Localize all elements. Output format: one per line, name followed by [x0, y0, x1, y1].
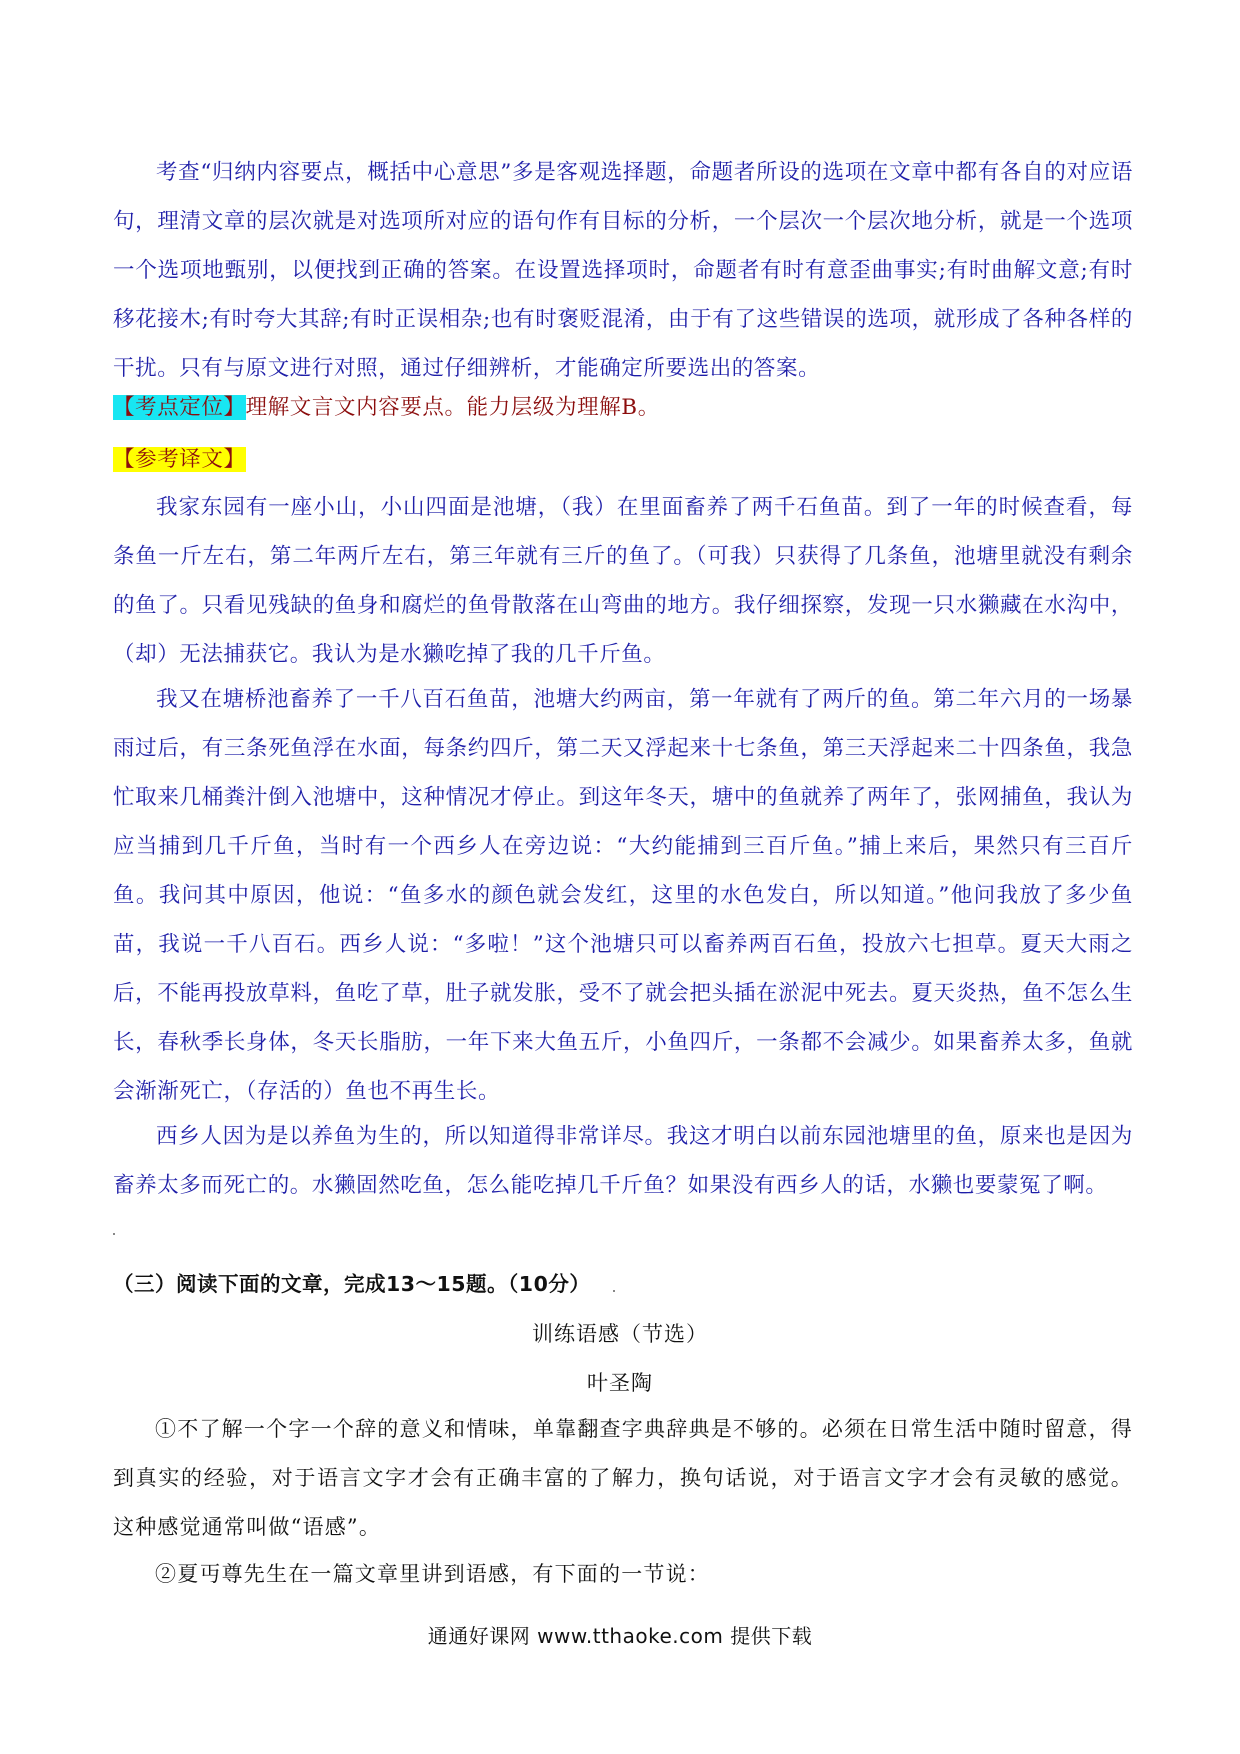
article-title: 训练语感（节选） [532, 1322, 708, 1346]
translation-paragraph-1: 我家东园有一座小山，小山四面是池塘，（我）在里面畜养了两千石鱼苗。到了一年的时候查看，每条鱼一斤左右，第二年两斤左右，第三年就有三斤的鱼了。（可我）只获得了几条鱼，池塘里就没有剩余的鱼了。只看见残缺的鱼身和腐烂的鱼骨散落在山弯曲的地方。我仔细探察，发现一只水獭藏在水沟中，（却）无法捕获它。我认为是水獭吃掉了我的几千斤鱼。 [113, 495, 1133, 667]
section-heading: （三）阅读下面的文章，完成13～15题。（10分） [113, 1272, 591, 1296]
article-paragraph-2: ②夏丏尊先生在一篇文章里讲到语感，有下面的一节说： [155, 1562, 710, 1586]
exam-point-section [113, 393, 1133, 423]
article-body [113, 1405, 1133, 1599]
translation-paragraph-3: 西乡人因为是以养鱼为生的，所以知道得非常详尽。我这才明白以前东园池塘里的鱼，原来也是因为畜养太多而死亡的。水獭固然吃鱼，怎么能吃掉几千斤鱼？如果没有西乡人的话，水獭也要蒙冤了啊。 [113, 1124, 1133, 1198]
exam-point-line [113, 393, 1133, 423]
exam-point-tag: 【考点定位】 [113, 395, 246, 420]
reference-translation-tag: 【参考译文】 [113, 447, 246, 472]
translation-paragraph-2: 我又在塘桥池畜养了一千八百石鱼苗，池塘大约两亩，第一年就有了两斤的鱼。第二年六月的一场暴雨过后，有三条死鱼浮在水面，每条约四斤，第二天又浮起来十七条鱼，第三天浮起来二十四条鱼，我急忙取来几桶粪汁倒入池塘中，这种情况才停止。到这年冬天，塘中的鱼就养了两年了，张网捕鱼，我认为应当捕到几千斤鱼，当时有一个西乡人在旁边说：“大约能捕到三百斤鱼。”捕上来后，果然只有三百斤鱼。我问其中原因，他说：“鱼多水的颜色就会发红，这里的水色发白，所以知道。”他问我放了多少鱼苗，我说一千八百石。西乡人说：“多啦！”这个池塘只可以畜养两百石鱼，投放六七担草。夏天大雨之后，不能再投放草料，鱼吃了草，肚子就发胀，受不了就会把头插在淤泥中死去。夏天炎热，鱼不怎么生长，春秋季长身体，冬天长脂肪，一年下来大鱼五斤，小鱼四斤，一条都不会减少。如果畜养太多，鱼就会渐渐死亡，（存活的）鱼也不再生长。 [113, 687, 1133, 1104]
analysis-section [113, 148, 1133, 393]
article-paragraph-1: ①不了解一个字一个辞的意义和情味，单靠翻查字典辞典是不够的。必须在日常生活中随时留意，得到真实的经验，对于语言文字才会有正确丰富的了解力，换句话说，对于语言文字才会有灵敏的感觉。这种感觉通常叫做“语感”。 [113, 1417, 1133, 1539]
footer-text: 通通好课网 www.tthaoke.com 提供下载 [427, 1624, 813, 1648]
stray-mark [113, 1233, 115, 1235]
stray-mark [613, 1290, 615, 1292]
analysis-paragraph: 考查“归纳内容要点，概括中心意思”多是客观选择题，命题者所设的选项在文章中都有各自的对应语句，理清文章的层次就是对选项所对应的语句作有目标的分析，一个层次一个层次地分析，就是一个选项一个选项地甄别，以便找到正确的答案。在设置选择项时，命题者有时有意歪曲事实;有时曲解文意;有时移花接木;有时夸大其辞;有时正误相杂;也有时褒贬混淆，由于有了这些错误的选项，就形成了各种各样的干扰。只有与原文进行对照，通过仔细辨析，才能确定所要选出的答案。 [113, 160, 1133, 381]
exam-point-text: 理解文言文内容要点。能力层级为理解B。 [245, 395, 660, 420]
article-author: 叶圣陶 [587, 1371, 653, 1395]
reference-translation [113, 483, 1133, 1210]
reference-translation-header [113, 445, 1133, 475]
